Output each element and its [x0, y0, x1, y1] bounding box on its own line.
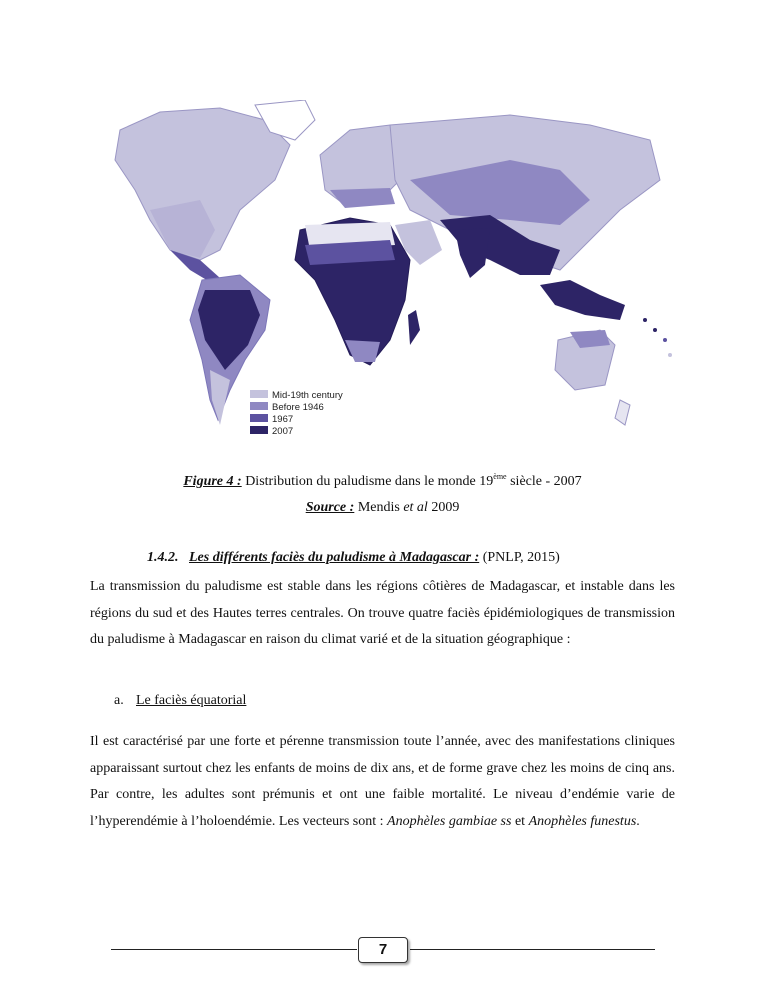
new-zealand: [615, 400, 630, 425]
paragraph-end: .: [636, 813, 640, 829]
island-dot: [663, 338, 667, 342]
legend-label-0: Mid-19th century: [272, 390, 343, 401]
madagascar: [408, 310, 420, 345]
equatorial-paragraph: [90, 729, 675, 835]
figure-caption: [0, 474, 765, 490]
europe-band: [330, 188, 395, 208]
list-marker: a.: [114, 693, 124, 708]
section-title: Les différents faciès du paludisme à Madagascar :: [189, 550, 480, 565]
legend-swatch-3: [250, 426, 268, 434]
figure-caption-text: Distribution du paludisme dans le monde 19: [245, 474, 494, 489]
section-reference: (PNLP, 2015): [482, 550, 560, 565]
malaria-distribution-map: [90, 100, 678, 442]
vector-funestus: Anophèles funestus: [528, 813, 637, 829]
section-heading: [147, 550, 560, 566]
world-map-graphic: [90, 100, 678, 442]
island-dot: [643, 318, 647, 322]
source-label: Source :: [305, 500, 355, 515]
figure-source: [0, 500, 765, 516]
footer-rule-left: [111, 949, 357, 950]
figure-caption-text-end: siècle - 2007: [510, 474, 582, 489]
page-number: 7: [358, 937, 408, 963]
map-legend: [250, 390, 343, 437]
list-item-text: Le faciès équatorial: [136, 693, 247, 708]
vector-gambiae: Anophèles gambiae ss: [387, 813, 512, 829]
list-item-equatorial: [114, 693, 246, 709]
section-number: 1.4.2.: [147, 550, 179, 565]
south-africa: [345, 340, 380, 362]
legend-swatch-2: [250, 414, 268, 422]
figure-label: Figure 4 :: [183, 474, 242, 489]
intro-paragraph: La transmission du paludisme est stable dans les régions côtières de Madagascar, et instable dans les régions du sud et des Hautes terres centrales. On trouve quatre faciès épidémiologiques de transmission du paludisme à Madagascar en raison du climat varié et de la situation géographique :: [90, 579, 675, 647]
legend-swatch-1: [250, 402, 268, 410]
figure-caption-superscript: ème: [493, 472, 507, 481]
legend-label-2: 1967: [272, 414, 294, 425]
source-year: 2009: [431, 500, 460, 515]
source-et-al: et al: [403, 500, 428, 515]
footer-rule-right: [410, 949, 655, 950]
legend-label-1: Before 1946: [272, 402, 324, 413]
legend-swatch-0: [250, 390, 268, 398]
island-dot: [653, 328, 657, 332]
island-dot: [668, 353, 672, 357]
vector-connector: et: [511, 813, 526, 829]
source-author: Mendis: [357, 500, 400, 515]
india: [455, 228, 490, 278]
legend-label-3: 2007: [272, 426, 294, 437]
equatorial-text: Il est caractérisé par une forte et pérenne transmission toute l’année, avec des manifestations cliniques apparaissant surtout chez les enfants de moins de dix ans, et de forme grave chez les moins de cinq ans. Par contre, les adultes sont prémunis et ont une faible mortalité. Le niveau d’endémie varie de l’hyperendémie à l’holoendémie. Les vecteurs sont :: [90, 734, 675, 829]
southeast-asia-islands: [540, 280, 625, 320]
